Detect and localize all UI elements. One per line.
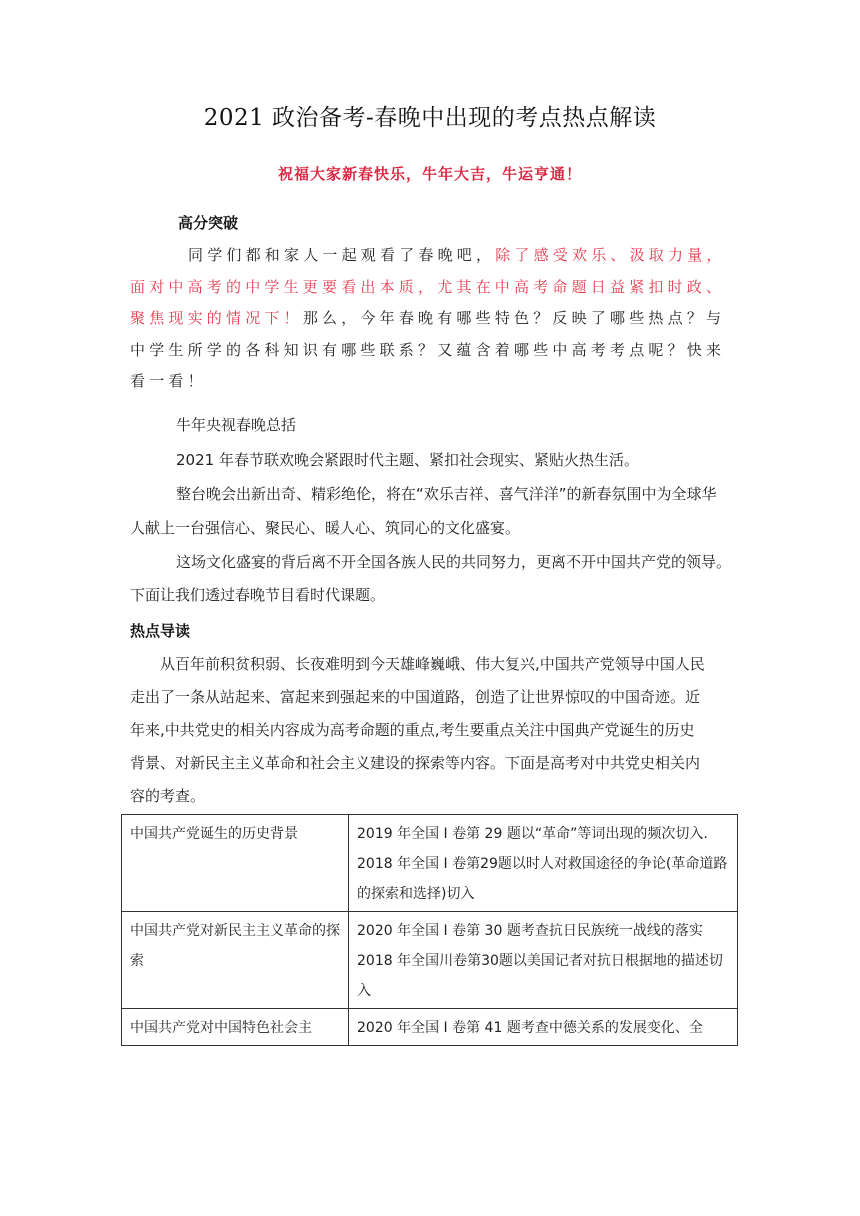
summary-heading: 牛年央视春晚总括 [176,416,297,434]
exam-item: 2018 年全国川卷第30题以美国记者对抗日根据地的描述切入 [357,953,723,999]
summary-line-2b: 人献上一台强信心、聚民心、暖人心、筑同心的文化盛宴。 [130,519,521,537]
summary-line-1: 2021 年春节联欢晚会紧跟时代主题、紧扣社会现实、紧贴火热生活。 [176,451,639,469]
exam-item: 2020 年全国 I 卷第 30 题考查抗日民族统一战线的落实 [357,923,703,939]
exam-items-cell [349,1009,738,1046]
intro-text-2: 那么，今年春晚有哪些特色？反映了哪些热点？与中学生所学的各科知识有哪些联系？又蕴含着哪些中高考考点呢？快来看一看！ [130,309,726,390]
section-heading-breakthrough: 高分突破 [178,214,239,232]
document-title: 2021 政治备考-春晚中出现的考点热点解读 [203,105,657,131]
hotspot-line-4: 背景、对新民主主义革命和社会主义建设的探索等内容。下面是高考对中共党史相关内 [130,754,701,772]
table-row [122,1009,738,1046]
hotspot-line-1: 从百年前积贫积弱、长夜难明到今天雄峰巍峨、伟大复兴,中国共产党领导中国人民 [160,655,705,673]
summary-line-3a: 这场文化盛宴的背后离不开全国各族人民的共同努力，更离不开中国共产党的领导。 [176,553,732,571]
hotspot-line-3: 年来,中共党史的相关内容成为高考命题的重点,考生要重点关注中国典产党诞生的历史 [130,721,695,739]
exam-table [121,814,738,1046]
topic-cell: 中国共产党对新民主主义革命的探索 [122,912,349,1009]
intro-paragraph [130,240,730,398]
section-heading-hotspot: 热点导读 [130,622,191,640]
exam-items-cell [349,912,738,1009]
exam-item: 2018 年全国 I 卷第29题以时人对救国途径的争论(革命道路的探索和选择)切入 [357,856,728,902]
topic-cell: 中国共产党对中国特色社会主 [122,1009,349,1046]
table-row [122,815,738,912]
new-year-greeting: 祝福大家新春快乐，牛年大吉，牛运亨通！ [277,165,582,183]
exam-item: 2019 年全国 I 卷第 29 题以“革命”等词出现的频次切入. [357,826,708,842]
intro-text-1: 同学们都和家人一起观看了春晚吧， [188,246,496,264]
intro-highlight: 除了感受欢乐、汲取力量，面对中高考的中学生更要看出本质，尤其在中高考命题日益紧扣时政、聚焦现实的情况下！ [130,246,726,327]
exam-items-cell [349,815,738,912]
summary-line-2a: 整台晚会出新出奇、精彩绝伦，将在“欢乐吉祥、喜气洋洋”的新春氛围中为全球华 [176,485,717,503]
topic-cell: 中国共产党诞生的历史背景 [122,815,349,912]
hotspot-line-2: 走出了一条从站起来、富起来到强起来的中国道路，创造了让世界惊叹的中国奇迹。近 [130,688,701,706]
hotspot-line-5: 容的考查。 [130,787,206,805]
table-row [122,912,738,1009]
exam-item: 2020 年全国 I 卷第 41 题考查中德关系的发展变化、全 [357,1020,703,1036]
summary-line-3b: 下面让我们透过春晚节目看时代课题。 [130,586,386,604]
